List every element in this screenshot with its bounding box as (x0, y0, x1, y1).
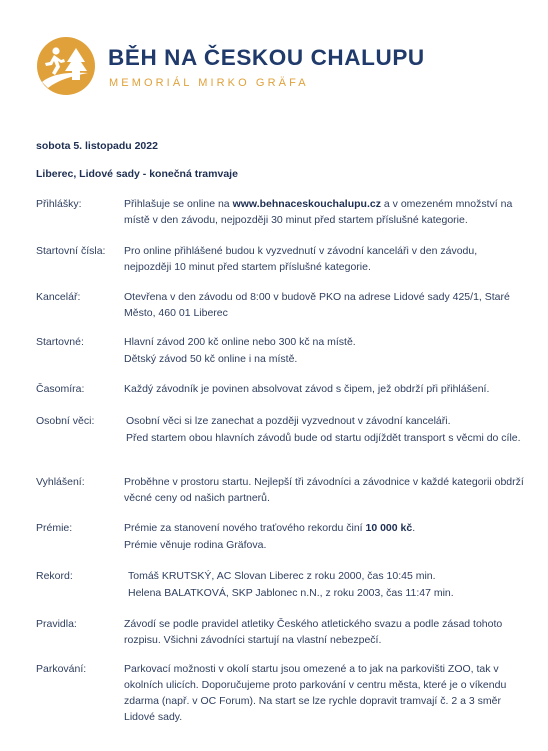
row-label: Prémie: (36, 522, 73, 534)
row-text: Otevřena v den závodu od 8:00 v budově PKO na adrese Lidové sady 425/1, Staré Město, 460 01 Liberec (124, 291, 510, 319)
row-label: Startovné: (36, 336, 84, 348)
registration-link[interactable]: www.behnaceskouchalupu.cz (232, 198, 381, 210)
row-text: Proběhne v prostoru startu. Nejlepší tři závodníci a závodnice v každé kategorii obdrží věcné ceny od našich partnerů. (124, 476, 524, 504)
row-value (124, 616, 524, 648)
row-line: Tomáš KRUTSKÝ, AC Slovan Liberec z roku 2000, čas 10:45 min. (128, 570, 436, 582)
event-place: Liberec, Lidové sady - konečná tramvaje (36, 168, 238, 180)
row-label: Osobní věci: (36, 415, 95, 427)
row-value (128, 568, 528, 601)
prize-amount: 10 000 kč (365, 522, 413, 534)
text-before: Prémie za stanovení nového traťového rekordu činí (124, 522, 366, 534)
row-line: Před startem obou hlavních závodů bude od startu odjíždět transport s věcmi do cíle. (126, 432, 521, 444)
row-label: Vyhlášení: (36, 476, 85, 488)
row-text: Závodí se podle pravidel atletiky Českého atletického svazu a podle zásad tohoto rozpisu. Všichni závodníci startují na vlastní nebezpečí. (124, 618, 503, 646)
row-label: Rekord: (36, 570, 73, 582)
row-value (124, 381, 534, 397)
row-line: Helena BALATKOVÁ, SKP Jablonec n.N., z roku 2003, čas 11:47 min. (128, 587, 454, 599)
header (36, 36, 536, 100)
row-value (124, 196, 528, 228)
page-title: BĚH NA ČESKOU CHALUPU (108, 45, 425, 70)
row-label: Časomíra: (36, 383, 85, 395)
row-label: Přihlášky: (36, 198, 82, 210)
row-label: Kancelář: (36, 291, 81, 303)
row-label: Parkování: (36, 663, 87, 675)
event-date: sobota 5. listopadu 2022 (36, 140, 158, 152)
text-after: . (412, 522, 416, 534)
row-text: Parkovací možnosti v okolí startu jsou omezené a to jak na parkovišti ZOO, tak v okolních ulicích. Doporučujeme proto parkování v centru města, které je o víkendu zdarma (např. v OC Forum). Na start se lze rychle dopravit tramvají č. 2 a 3 směr Lidové sady. (124, 663, 507, 723)
row-line: Dětský závod 50 kč online i na místě. (124, 353, 298, 365)
text-before: Přihlašuje se online na (124, 198, 233, 210)
row-label: Pravidla: (36, 618, 77, 630)
page-subtitle: MEMORIÁL MIRKO GRÄFA (109, 77, 309, 89)
row-value (124, 661, 532, 725)
row-label: Startovní čísla: (36, 245, 106, 257)
row-text: Každý závodník je povinen absolvovat závod s čipem, jež obdrží při přihlášení. (124, 383, 490, 395)
row-value (124, 474, 538, 506)
row-line: Osobní věci si lze zanechat a později vyzvednout v závodní kanceláři. (126, 415, 451, 427)
text-after: a v omezeném množství na místě v den závodu, nejpozději 30 minut před startem příslušné kategorie. (124, 198, 513, 226)
row-value (124, 334, 524, 367)
row-text: Pro online přihlášené budou k vyzvednutí v závodní kanceláři v den závodu, nejpozději 10 minut před startem příslušné kategorie. (124, 245, 478, 273)
runner-logo-icon (36, 36, 96, 96)
row-line: Hlavní závod 200 kč online nebo 300 kč na místě. (124, 336, 356, 348)
row-value (124, 520, 534, 553)
row-line: Prémie věnuje rodina Gräfova. (124, 539, 267, 551)
row-value (124, 243, 524, 275)
row-value (126, 413, 528, 446)
row-value (124, 289, 532, 321)
